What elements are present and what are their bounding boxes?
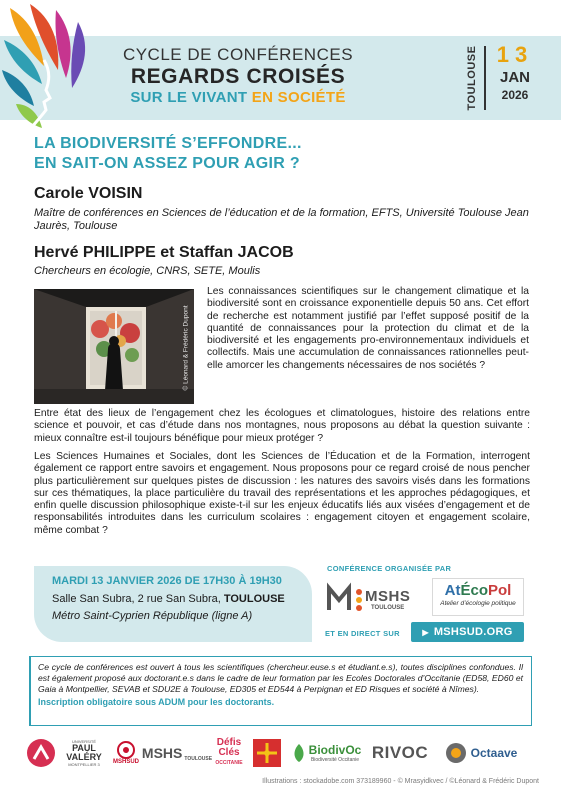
series-line-2: REGARDS CROISÉS — [130, 65, 346, 88]
event-metro: Métro Saint-Cyprien République (ligne A) — [52, 610, 253, 622]
speaker-2-name: Hervé PHILIPPE et Staffan JACOB — [34, 244, 294, 261]
speaker-2-affiliation: Chercheurs en écologie, CNRS, SETE, Moulis — [34, 265, 261, 277]
defis-line-c: OCCITANIE — [215, 760, 243, 766]
organised-by-label: CONFÉRENCE ORGANISÉE PAR — [327, 564, 452, 573]
mshs-toulouse-logo — [325, 580, 413, 616]
atecopol-part-c: Pol — [488, 582, 512, 599]
date-divider — [484, 46, 486, 110]
rivoc-logo-text: RIVOC — [371, 743, 429, 762]
date-block — [490, 42, 540, 103]
live-stream-link[interactable] — [411, 622, 524, 642]
defis-line-a: Défis — [216, 737, 242, 748]
event-datetime: MARDI 13 JANVIER 2026 DE 17H30 À 19H30 — [52, 575, 282, 587]
octaave-logo-text: Octaave — [470, 746, 518, 760]
event-city-label: TOULOUSE — [466, 45, 478, 111]
body-paragraph-3: Les Sciences Humaines et Sociales, dont les Sciences de l’Éducation et de la Formation, interrogent également ce rapport entre savoirs et engagement. Nous proposons pour ce regard croisé de nous pencher plus particulièrement sur quelques pistes de discussion : les natures des savoirs visés dans les formations sur ces thématiques, la place particulière du travail des représentations et les approches pédagogiques, et enfin quelle discussion philosophique existe-t-il sur les enjeux éducatifs liés aux visées d’engagement et de responsabilités introduites dans les curriculum scolaires : engagement citoyen et engagement scolaire, même combat ? — [34, 451, 530, 536]
mshs-logo-subtext: TOULOUSE — [371, 605, 405, 611]
talk-title-line-2: EN SAIT-ON ASSEZ POUR AGIR ? — [34, 155, 300, 172]
partner-logos — [26, 735, 540, 771]
atecopol-part-b: Éco — [460, 582, 488, 599]
live-stream-label: ET EN DIRECT SUR — [325, 629, 400, 638]
date-day: 13 — [496, 42, 534, 67]
live-stream-link-text: MSHSUD.ORG — [433, 626, 513, 638]
date-month: JAN — [499, 69, 530, 86]
speaker-1-name: Carole VOISIN — [34, 185, 143, 202]
play-icon: ▶ — [422, 627, 429, 637]
illustration-window-scene — [34, 289, 194, 404]
body-paragraph-1: Les connaissances scientifiques sur le changement climatique et la biodiversité sont en croissance exponentielle depuis 50 ans. Cet effort de recherche est notamment justifié par l’effet supposé positif de la quantité de connaissances pour la protection du climat et de la biodiversité et les engagements pro-environnementaux individuels et collectifs. Mais une accumulation de connaissances rationnelles peut-elle amorcer les changements nécessaires de nos sociétés ? — [207, 286, 529, 371]
series-line-3-part-a: SUR LE VIVANT — [130, 89, 248, 106]
event-venue-address: Salle San Subra, 2 rue San Subra, — [52, 593, 221, 605]
series-line-1: CYCLE DE CONFÉRENCES — [122, 45, 354, 64]
series-logo-art — [0, 0, 96, 136]
illustration-photo — [34, 289, 194, 404]
partner-logo-msh-sud — [110, 735, 142, 771]
date-year: 2026 — [501, 88, 529, 102]
msh-sud-logo-text: MSHSUD — [112, 759, 139, 765]
illustration-credits: Illustrations : stockadobe.com 373189960 - © Mrasyidkvec / ©Léonard & Frédéric Dupont — [262, 778, 539, 785]
atecopol-logo-text — [433, 583, 523, 599]
defis-line-b: Clés — [218, 747, 240, 758]
partner-logo-region-occitanie — [252, 735, 282, 771]
atecopol-part-a: At — [444, 582, 461, 599]
atecopol-subtitle: Atelier d’écologie politique — [440, 600, 516, 607]
partner-logo-paul-valery — [62, 735, 106, 771]
paul-valery-line-a: UNIVERSITÉ — [71, 739, 96, 744]
series-line-3-part-b: EN SOCIÉTÉ — [251, 89, 346, 106]
paul-valery-line-b: PAUL — [72, 743, 96, 753]
info-text: Ce cycle de conférences est ouvert à tous les scientifiques (chercheur.euse.s et étudiant.e.s), toutes disciplines confondues. Il est également proposé aux doctorant.e.s dans le cadre de leur formation par les Ecoles Doctorales d’Occitanie (ED58, ED60 et Gaia à Montpellier, SEVAB et SDU2E à Toulouse, ED305 et ED544 à Perpignan et ED Risques et société à Nîmes). — [38, 662, 523, 695]
series-title — [108, 45, 368, 107]
biodivoc-logo-subtext: Biodiversité Occitanie — [310, 756, 360, 763]
registration-note: Inscription obligatoire sous ADUM pour les doctorants. — [38, 697, 275, 708]
talk-title — [34, 134, 524, 174]
photo-credit-text: © Léonard & Frédéric Dupont — [182, 305, 190, 391]
partner-logo-defis-cles — [212, 735, 246, 771]
event-details-box — [34, 566, 312, 642]
partner-logo-rivoc — [370, 735, 430, 771]
event-city-vertical — [458, 44, 486, 112]
atecopol-logo — [432, 578, 524, 616]
photo-credit — [180, 296, 192, 400]
paul-valery-line-c: VALÉRY — [66, 752, 102, 762]
partner-logo-ut2j — [26, 735, 56, 771]
partner-mshs-text: MSHS — [141, 745, 183, 761]
partner-logo-biodivoc — [288, 735, 364, 771]
mshs-logo-text: MSHS — [365, 588, 411, 605]
partner-mshs-subtext: TOULOUSE — [184, 756, 213, 762]
partner-logo-octaave — [436, 735, 526, 771]
event-venue — [52, 589, 300, 609]
body-paragraph-2: Entre état des lieux de l’engagement chez les écologues et climatologues, histoire des relations entre science et pouvoir, et cas d’étude dans nos montagnes, nous proposons au débat la question suivante : mieux connaître est-il toujours bénéfique pour mieux protéger ? — [34, 408, 530, 444]
partner-logo-mshs — [141, 735, 213, 771]
info-box — [29, 656, 532, 726]
biodivoc-logo-text: BiodivOc — [308, 742, 362, 757]
paul-valery-line-d: MONTPELLIER 3 — [68, 762, 100, 767]
speaker-1-affiliation: Maître de conférences en Sciences de l’éducation et de la formation, EFTS, Université Toulouse Jean Jaurès, Toulouse — [34, 207, 529, 232]
series-line-3 — [108, 89, 368, 107]
talk-title-line-1: LA BIODIVERSITÉ S’EFFONDRE... — [34, 135, 302, 152]
event-venue-city: TOULOUSE — [223, 593, 285, 605]
